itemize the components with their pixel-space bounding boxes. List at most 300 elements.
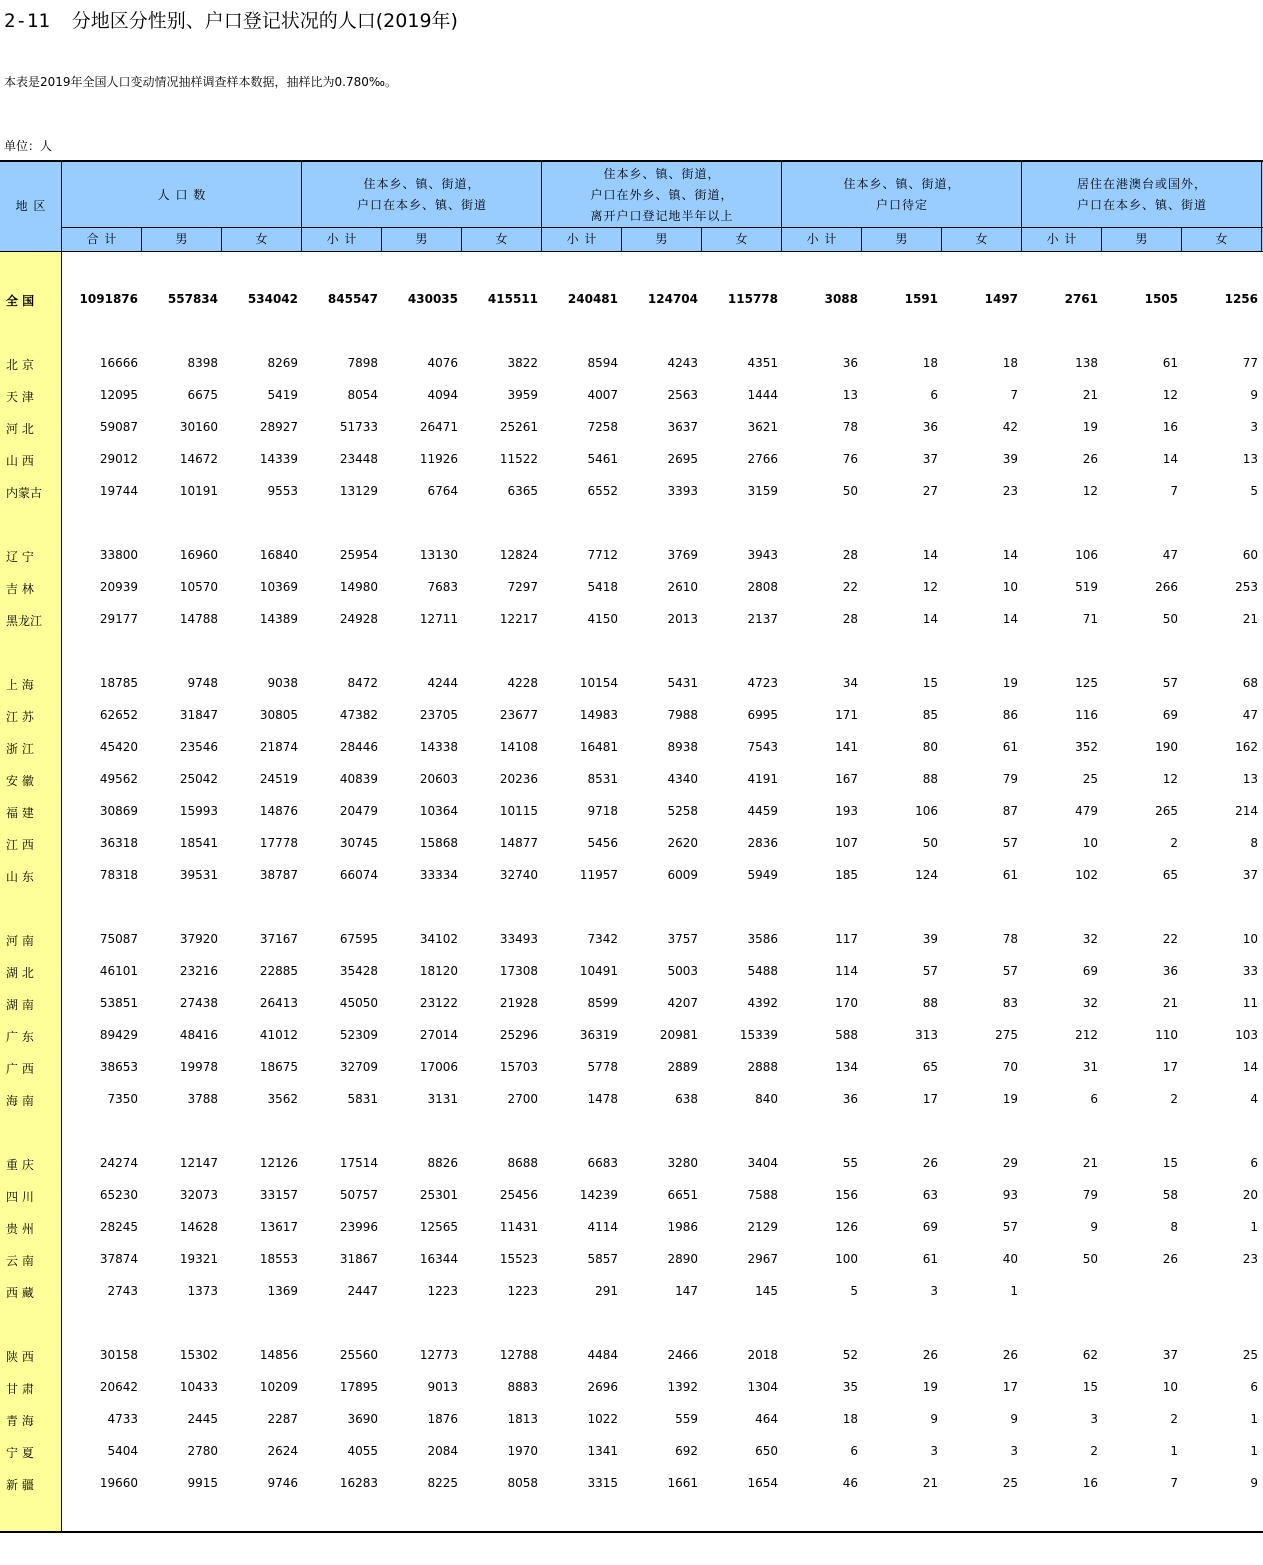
cell-value: 15868 [419,836,458,850]
cell-value: 6683 [587,1156,618,1170]
cell-value: 19660 [99,1476,138,1490]
cell-value: 61 [1002,868,1018,882]
cell-value: 19 [1082,420,1098,434]
cell-value: 5418 [587,580,618,594]
cell-value: 167 [835,772,858,786]
cell-value: 2761 [1064,292,1098,306]
cell-value: 5456 [587,836,618,850]
cell-value: 6 [1250,1156,1258,1170]
cell-value: 36319 [579,1028,618,1042]
cell-value: 13129 [339,484,378,498]
cell-value: 26 [922,1156,938,1170]
cell-value: 10570 [179,580,218,594]
cell-value: 50 [842,484,858,498]
cell-value: 17 [922,1092,938,1106]
region-name: 湖 北 [6,966,34,980]
cell-value: 69 [1082,964,1098,978]
cell-value: 2563 [667,388,698,402]
cell-value: 14 [1002,548,1018,562]
cell-value: 7297 [507,580,538,594]
cell-value: 37874 [99,1252,138,1266]
table-row [0,801,1263,823]
table-row [0,737,1263,759]
cell-value: 47382 [339,708,378,722]
table-row [0,1217,1263,1239]
cell-value: 6675 [187,388,218,402]
table-row [0,1345,1263,1367]
header-group-4 [782,162,1022,228]
cell-value: 14239 [579,1188,618,1202]
table-note: 本表是2019年全国人口变动情况抽样调查样本数据，抽样比为0.780‰。 [4,75,397,89]
cell-value: 352 [1075,740,1098,754]
cell-value: 9746 [267,1476,298,1490]
cell-value: 214 [1235,804,1258,818]
cell-value: 26 [1002,1348,1018,1362]
table-row [0,1409,1263,1431]
header-sub-13: 小 计 [1046,232,1078,246]
cell-value: 22 [1162,932,1178,946]
cell-value: 78318 [99,868,138,882]
cell-value: 106 [915,804,938,818]
table-row [0,1025,1263,1047]
cell-value: 32073 [179,1188,218,1202]
cell-value: 6009 [667,868,698,882]
cell-value: 14339 [259,452,298,466]
cell-value: 5949 [747,868,778,882]
cell-value: 50 [1082,1252,1098,1266]
region-name: 山 东 [6,870,34,884]
cell-value: 35 [842,1380,858,1394]
cell-value: 430035 [407,292,458,306]
cell-value: 650 [755,1444,778,1458]
cell-value: 51733 [339,420,378,434]
cell-value: 4484 [587,1348,618,1362]
cell-value: 39531 [179,868,218,882]
cell-value: 19978 [179,1060,218,1074]
cell-value: 1661 [667,1476,698,1490]
cell-value: 20479 [339,804,378,818]
cell-value: 10 [1162,1380,1178,1394]
cell-value: 8938 [667,740,698,754]
cell-value: 23996 [339,1220,378,1234]
cell-value: 58 [1162,1188,1178,1202]
cell-value: 37 [1242,868,1258,882]
cell-value: 8688 [507,1156,538,1170]
cell-value: 266 [1155,580,1178,594]
cell-value: 12 [1162,388,1178,402]
cell-value: 7988 [667,708,698,722]
cell-value: 2624 [267,1444,298,1458]
cell-value: 70 [1002,1060,1018,1074]
table-row [0,1441,1263,1463]
cell-value: 16666 [99,356,138,370]
cell-value: 2890 [667,1252,698,1266]
cell-value: 14983 [579,708,618,722]
cell-value: 13130 [419,548,458,562]
header-sub-11: 男 [895,232,909,246]
region-name: 宁 夏 [6,1446,34,1460]
cell-value: 116 [1075,708,1098,722]
cell-value: 24928 [339,612,378,626]
cell-value: 30869 [99,804,138,818]
cell-value: 147 [675,1284,698,1298]
cell-value: 5461 [587,452,618,466]
cell-value: 7258 [587,420,618,434]
cell-value: 7342 [587,932,618,946]
cell-value: 415511 [487,292,538,306]
cell-value: 8 [1170,1220,1178,1234]
cell-value: 32 [1082,932,1098,946]
cell-value: 11 [1242,996,1258,1010]
cell-value: 26 [922,1348,938,1362]
cell-value: 14 [1002,612,1018,626]
cell-value: 13617 [259,1220,298,1234]
cell-value: 5003 [667,964,698,978]
region-name: 山 西 [6,454,34,468]
cell-value: 5831 [347,1092,378,1106]
header-sub-1: 合 计 [86,232,118,246]
cell-value: 21 [1162,996,1178,1010]
region-name: 陕 西 [6,1350,34,1364]
cell-value: 10 [1082,836,1098,850]
region-name: 浙 江 [6,742,34,756]
cell-value: 23705 [419,708,458,722]
cell-value: 50 [1162,612,1178,626]
cell-value: 50 [922,836,938,850]
cell-value: 3621 [747,420,778,434]
cell-value: 7350 [107,1092,138,1106]
cell-value: 40839 [339,772,378,786]
cell-value: 57 [1002,836,1018,850]
region-name: 四 川 [6,1190,34,1204]
region-name: 河 南 [6,934,34,948]
cell-value: 32740 [499,868,538,882]
cell-value: 8531 [587,772,618,786]
cell-value: 126 [835,1220,858,1234]
cell-value: 78 [1002,932,1018,946]
header-group-line: 住本乡、镇、街道， [363,177,481,191]
cell-value: 12711 [419,612,458,626]
cell-value: 3 [1250,420,1258,434]
cell-value: 14788 [179,612,218,626]
cell-value: 12 [1162,772,1178,786]
header-sub-4: 小 计 [326,232,358,246]
header-group-line: 住本乡、镇、街道， [603,166,721,181]
region-name: 甘 肃 [6,1382,34,1396]
table-row [0,449,1263,471]
cell-value: 3 [930,1444,938,1458]
cell-value: 12824 [499,548,538,562]
cell-value: 110 [1155,1028,1178,1042]
cell-value: 6552 [587,484,618,498]
cell-value: 25954 [339,548,378,562]
cell-value: 14 [922,548,938,562]
cell-value: 21 [1082,1156,1098,1170]
cell-value: 48416 [179,1028,218,1042]
cell-value: 34102 [419,932,458,946]
cell-value: 16960 [179,548,218,562]
cell-value: 18675 [259,1060,298,1074]
table-row [0,1185,1263,1207]
cell-value: 14672 [179,452,218,466]
cell-value: 45420 [99,740,138,754]
cell-value: 2610 [667,580,698,594]
cell-value: 19321 [179,1252,218,1266]
cell-value: 2137 [747,612,778,626]
cell-value: 8594 [587,356,618,370]
cell-value: 15 [1082,1380,1098,1394]
cell-value: 38653 [99,1060,138,1074]
cell-value: 638 [675,1092,698,1106]
cell-value: 71 [1082,612,1098,626]
cell-value: 2445 [187,1412,218,1426]
cell-value: 61 [1162,356,1178,370]
region-name: 全 国 [6,294,35,308]
cell-value: 4723 [747,676,778,690]
cell-value: 2013 [667,612,698,626]
cell-value: 16 [1162,420,1178,434]
cell-value: 25301 [419,1188,458,1202]
cell-value: 9 [1010,1412,1018,1426]
cell-value: 14108 [499,740,538,754]
cell-value: 14876 [259,804,298,818]
cell-value: 2836 [747,836,778,850]
cell-value: 36318 [99,836,138,850]
header-sub-9: 女 [735,232,749,246]
cell-value: 12147 [179,1156,218,1170]
cell-value: 4207 [667,996,698,1010]
cell-value: 10115 [499,804,538,818]
cell-value: 3159 [747,484,778,498]
cell-value: 26413 [259,996,298,1010]
table-number: 2-11 [4,10,50,32]
cell-value: 1 [1250,1220,1258,1234]
cell-value: 89429 [99,1028,138,1042]
cell-value: 275 [995,1028,1018,1042]
cell-value: 12565 [419,1220,458,1234]
cell-value: 18 [1002,356,1018,370]
cell-value: 37 [1162,1348,1178,1362]
cell-value: 4094 [427,388,458,402]
cell-value: 12 [922,580,938,594]
cell-value: 35428 [339,964,378,978]
cell-value: 2 [1090,1444,1098,1458]
cell-value: 2780 [187,1444,218,1458]
cell-value: 65230 [99,1188,138,1202]
cell-value: 16481 [579,740,618,754]
cell-value: 27438 [179,996,218,1010]
header-group-line: 离开户口登记地半年以上 [590,208,734,223]
cell-value: 21 [922,1476,938,1490]
cell-value: 16283 [339,1476,378,1490]
cell-value: 20642 [99,1380,138,1394]
cell-value: 1505 [1144,292,1178,306]
cell-value: 25 [1082,772,1098,786]
cell-value: 2967 [747,1252,778,1266]
cell-value: 4392 [747,996,778,1010]
cell-value: 14980 [339,580,378,594]
cell-value: 25 [1002,1476,1018,1490]
cell-value: 6 [1250,1380,1258,1394]
cell-value: 2287 [267,1412,298,1426]
cell-value: 845547 [327,292,378,306]
region-name: 河 北 [6,422,34,436]
cell-value: 4244 [427,676,458,690]
table-row [0,865,1263,887]
table-row [0,705,1263,727]
cell-value: 23216 [179,964,218,978]
table-row [0,1473,1263,1495]
header-group-line: 户口在本乡、镇、街道 [356,198,487,212]
cell-value: 10364 [419,804,458,818]
table-row [0,769,1263,791]
cell-value: 28 [842,612,858,626]
cell-value: 19 [1002,1092,1018,1106]
cell-value: 66074 [339,868,378,882]
cell-value: 17308 [499,964,538,978]
cell-value: 3586 [747,932,778,946]
table-row [0,833,1263,855]
cell-value: 3637 [667,420,698,434]
cell-value: 1444 [747,388,778,402]
header-group-line: 居住在港澳台或国外， [1076,177,1207,191]
cell-value: 83 [1002,996,1018,1010]
cell-value: 18120 [419,964,458,978]
cell-value: 7712 [587,548,618,562]
cell-value: 11522 [499,452,538,466]
cell-value: 10 [1242,932,1258,946]
cell-value: 4150 [587,612,618,626]
cell-value: 240481 [567,292,618,306]
cell-value: 4055 [347,1444,378,1458]
cell-value: 26 [1082,452,1098,466]
cell-value: 20939 [99,580,138,594]
table-row [0,1089,1263,1111]
cell-value: 5431 [667,676,698,690]
table-row [0,385,1263,407]
cell-value: 3088 [824,292,858,306]
cell-value: 76 [842,452,858,466]
cell-value: 9 [1090,1220,1098,1234]
cell-value: 30160 [179,420,218,434]
cell-value: 559 [675,1412,698,1426]
cell-value: 1304 [747,1380,778,1394]
cell-value: 5 [850,1284,858,1298]
cell-value: 57 [1002,964,1018,978]
table-row-total [0,289,1263,311]
cell-value: 33334 [419,868,458,882]
cell-value: 25296 [499,1028,538,1042]
cell-value: 291 [595,1284,618,1298]
cell-value: 28245 [99,1220,138,1234]
cell-value: 25456 [499,1188,538,1202]
cell-value: 171 [835,708,858,722]
cell-value: 18541 [179,836,218,850]
table-row [0,1153,1263,1175]
cell-value: 61 [1002,740,1018,754]
cell-value: 8826 [427,1156,458,1170]
cell-value: 23122 [419,996,458,1010]
cell-value: 8 [1250,836,1258,850]
cell-value: 1986 [667,1220,698,1234]
cell-value: 9748 [187,676,218,690]
cell-value: 4007 [587,388,618,402]
cell-value: 6651 [667,1188,698,1202]
cell-value: 33 [1242,964,1258,978]
header-sub-12: 女 [975,232,989,246]
cell-value: 3959 [507,388,538,402]
cell-value: 61 [922,1252,938,1266]
cell-value: 13 [842,388,858,402]
cell-value: 102 [1075,868,1098,882]
cell-value: 519 [1075,580,1098,594]
cell-value: 21874 [259,740,298,754]
cell-value: 692 [675,1444,698,1458]
cell-value: 170 [835,996,858,1010]
cell-value: 30158 [99,1348,138,1362]
table-row [0,353,1263,375]
cell-value: 41012 [259,1028,298,1042]
cell-value: 5404 [107,1444,138,1458]
cell-value: 23677 [499,708,538,722]
cell-value: 114 [835,964,858,978]
cell-value: 47 [1162,548,1178,562]
cell-value: 1 [1250,1412,1258,1426]
cell-value: 39 [1002,452,1018,466]
cell-value: 265 [1155,804,1178,818]
table-row [0,577,1263,599]
header-sub-15: 女 [1215,232,1229,246]
table-row [0,1377,1263,1399]
header-group-2 [302,162,542,228]
cell-value: 10433 [179,1380,218,1394]
cell-value: 22885 [259,964,298,978]
cell-value: 21928 [499,996,538,1010]
cell-value: 26471 [419,420,458,434]
region-name: 天 津 [6,390,34,404]
cell-value: 18 [842,1412,858,1426]
cell-value: 39 [922,932,938,946]
cell-value: 29 [1002,1156,1018,1170]
header-group-5 [1022,162,1262,228]
cell-value: 10154 [579,676,618,690]
cell-value: 53851 [99,996,138,1010]
cell-value: 15339 [739,1028,778,1042]
header-group-line: 住本乡、镇、街道， [843,177,961,191]
region-name: 云 南 [6,1254,34,1268]
cell-value: 8058 [507,1476,538,1490]
cell-value: 7 [1010,388,1018,402]
cell-value: 86 [1002,708,1018,722]
cell-value: 29012 [99,452,138,466]
cell-value: 115778 [727,292,778,306]
cell-value: 36 [1162,964,1178,978]
cell-value: 3822 [507,356,538,370]
cell-value: 138 [1075,356,1098,370]
cell-value: 17 [1002,1380,1018,1394]
cell-value: 1654 [747,1476,778,1490]
cell-value: 21 [1242,612,1258,626]
cell-value: 79 [1002,772,1018,786]
cell-value: 47 [1242,708,1258,722]
cell-value: 21 [1082,388,1098,402]
header-sub-14: 男 [1135,232,1149,246]
cell-value: 7898 [347,356,378,370]
cell-value: 5 [1250,484,1258,498]
cell-value: 1223 [427,1284,458,1298]
cell-value: 57 [1002,1220,1018,1234]
cell-value: 2620 [667,836,698,850]
